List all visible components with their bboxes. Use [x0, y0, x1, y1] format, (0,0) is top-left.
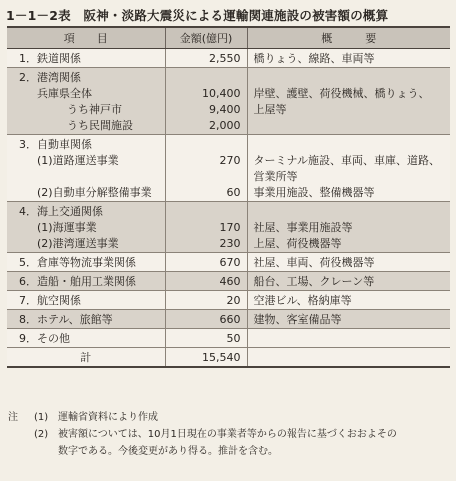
item-cell [7, 68, 165, 135]
overview-cell [247, 291, 450, 310]
overview-text [248, 204, 451, 220]
amount-cell [165, 68, 247, 135]
item-label: 4．海上交通関係 [19, 205, 103, 218]
item-label: 3．自動車関係 [19, 138, 92, 151]
amount-cell [165, 329, 247, 348]
table-row [7, 291, 450, 310]
header-overview: 概 要 [247, 27, 450, 49]
amount-cell [165, 253, 247, 272]
header-amount: 金額(億円) [165, 27, 247, 49]
item-cell [7, 202, 165, 253]
amount-value [166, 137, 247, 153]
amount-cell [165, 202, 247, 253]
amount-value: 170 [219, 221, 241, 234]
header-item: 項 目 [7, 27, 165, 49]
footnote-1-number: (1) [34, 412, 49, 423]
total-row [7, 348, 450, 368]
item-label: 1．鉄道関係 [19, 52, 81, 65]
table-row [7, 202, 450, 253]
table-row [7, 329, 450, 348]
footnote-2-number: (2) [34, 429, 49, 440]
footnote-1-text: 運輸省資料により作成 [58, 412, 158, 423]
amount-value: 660 [219, 313, 241, 326]
table-row [7, 310, 450, 329]
overview-text: 空港ビル、格納庫等 [253, 294, 352, 307]
overview-cell [247, 272, 450, 291]
amount-value: 230 [219, 237, 241, 250]
overview-text: ターミナル施設、車両、車庫、道路、 [253, 154, 440, 167]
item-label: 2．港湾関係 [19, 71, 81, 84]
overview-text: 営業所等 [253, 170, 298, 183]
total-label-cell [7, 348, 165, 368]
table-row [7, 135, 450, 202]
overview-text [248, 137, 451, 153]
overview-text [248, 70, 451, 86]
amount-cell [165, 310, 247, 329]
header-row [7, 27, 450, 49]
item-label: 7．航空関係 [19, 294, 81, 307]
amount-value: 10,400 [202, 87, 241, 100]
item-cell [7, 310, 165, 329]
amount-value: 50 [226, 332, 241, 345]
item-label [7, 169, 165, 185]
footnote-1 [8, 409, 452, 426]
amount-value: 670 [219, 256, 241, 269]
item-label: (2)港湾運送事業 [37, 237, 119, 250]
item-label: (1)海運事業 [37, 221, 97, 234]
overview-text: 橋りょう、線路、車両等 [253, 52, 375, 65]
amount-value [166, 204, 247, 220]
overview-cell [247, 329, 450, 348]
total-overview [248, 350, 451, 366]
item-label: 5．倉庫等物流事業関係 [19, 256, 136, 269]
amount-value: 460 [219, 275, 241, 288]
amount-value: 2,000 [209, 119, 241, 132]
overview-text: 建物、客室備品等 [253, 313, 342, 326]
amount-cell [165, 135, 247, 202]
amount-value: 60 [226, 186, 241, 199]
table-row [7, 68, 450, 135]
footnote-2-continuation: 数字である。今後変更があり得る。推計を含む。 [58, 446, 278, 457]
item-label: (1)道路運送事業 [37, 154, 119, 167]
table-row [7, 272, 450, 291]
amount-value [166, 169, 247, 185]
overview-cell [247, 68, 450, 135]
amount-value [166, 70, 247, 86]
total-overview-cell [247, 348, 450, 368]
amount-value: 20 [226, 294, 241, 307]
footnote-2 [8, 426, 452, 443]
overview-text: 上屋、荷役機器等 [253, 237, 342, 250]
overview-text: 社屋、事業用施設等 [253, 221, 353, 234]
item-cell [7, 135, 165, 202]
amount-value: 9,400 [209, 103, 241, 116]
overview-cell [247, 253, 450, 272]
amount-value: 270 [219, 154, 241, 167]
total-amount: 15,540 [202, 351, 241, 364]
amount-cell [165, 49, 247, 68]
overview-cell [247, 49, 450, 68]
table-title: 1－1－2表 阪神・淡路大震災による運輸関連施設の被害額の概算 [6, 8, 389, 23]
overview-text: 船台、工場、クレーン等 [253, 275, 375, 288]
overview-cell [247, 310, 450, 329]
amount-value: 2,550 [209, 52, 241, 65]
item-cell [7, 253, 165, 272]
overview-text: 社屋、車両、荷役機器等 [253, 256, 375, 269]
overview-text: 岸壁、護壁、荷役機械、橋りょう、 [253, 87, 430, 100]
item-label: 6．造船・舶用工業関係 [19, 275, 136, 288]
damage-table [7, 26, 450, 368]
overview-cell [247, 202, 450, 253]
amount-cell [165, 291, 247, 310]
overview-cell [247, 135, 450, 202]
total-label: 計 [80, 351, 92, 364]
amount-cell [165, 272, 247, 291]
item-label: (2)自動車分解整備事業 [37, 186, 152, 199]
item-cell [7, 49, 165, 68]
table-row [7, 253, 450, 272]
item-label: 9．その他 [19, 332, 70, 345]
item-cell [7, 291, 165, 310]
overview-text: 上屋等 [253, 103, 287, 116]
item-label: うち民間施設 [67, 119, 133, 132]
item-label: 兵庫県全体 [37, 87, 92, 100]
notes-label: 注 [8, 412, 18, 423]
item-cell [7, 329, 165, 348]
overview-text: 事業用施設、整備機器等 [253, 186, 375, 199]
item-cell [7, 272, 165, 291]
item-label: 8．ホテル、旅館等 [19, 313, 113, 326]
overview-text [248, 118, 451, 134]
table-row [7, 49, 450, 68]
footnotes [8, 409, 452, 460]
footnote-2-text: 被害額については、10月1日現在の事業者等からの報告に基づくおおよその [58, 429, 397, 440]
item-label: うち神戸市 [67, 103, 122, 116]
overview-text [248, 331, 451, 347]
total-amount-cell [165, 348, 247, 368]
